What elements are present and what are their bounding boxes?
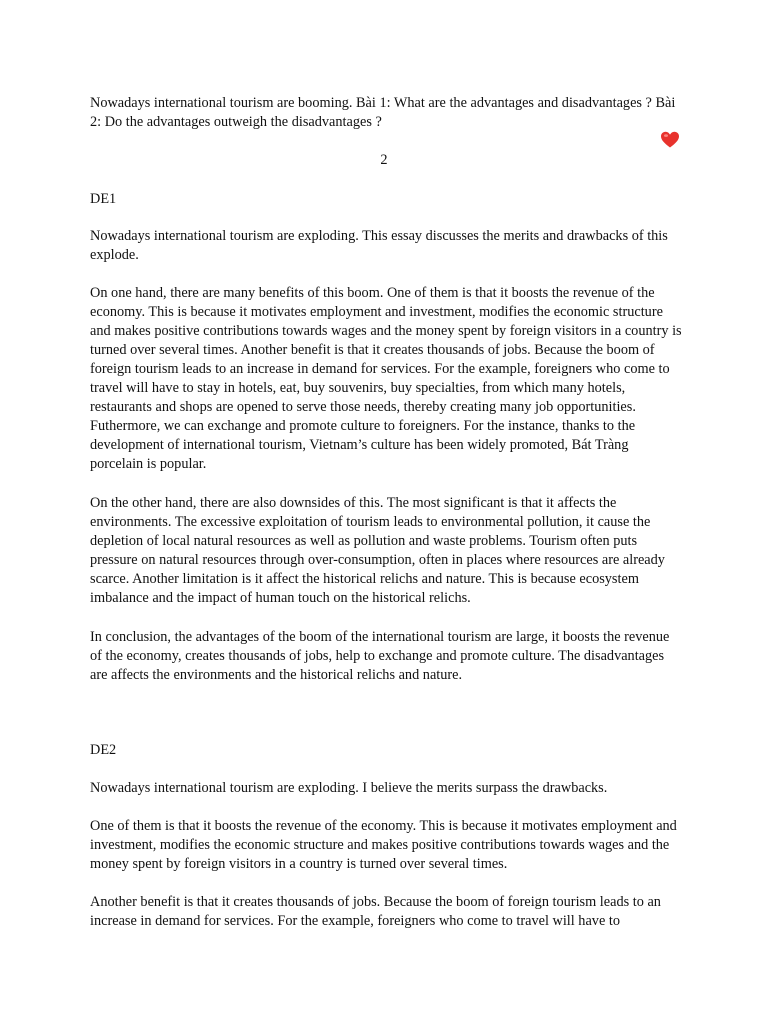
de2-paragraph-2: One of them is that it boosts the revenue of the economy. This is because it motivates employment and investment, modifies the economic structure and makes positive contributions towards wages and the money spent by foreign visitors in a country is turned over several times. [90,818,677,872]
de1-paragraph-4: In conclusion, the advantages of the boom of the international tourism are large, it boosts the revenue of the economy, creates thousands of jobs, help to exchange and promote culture. The disadvantages are affects the environments and the historical relichs and nature. [90,629,670,683]
page-number: 2 [380,152,388,168]
de1-paragraph-2: On one hand, there are many benefits of this boom. One of them is that it boosts the revenue of the economy. This is because it motivates employment and investment, modifies the economic structure and makes positive contributions towards wages and the money spent by foreign visitors in a country is turned over several times. Another benefit is that it creates thousands of jobs. Because the boom of foreign tourism leads to an increase in demand for services. For the example, foreigners who come to travel will have to stay in hotels, eat, buy souvenirs, buy specialties, from which many hotels, restaurants and shops are opened to serve those needs, thereby creating many job opportunities. Futhermore, we can exchange and promote culture to foreigners. For the instance, thanks to the development of international tourism, Vietnam’s culture has been widely promoted, Bát Tràng porcelain is popular. [90,285,682,472]
intro-text: Nowadays international tourism are booming. Bài 1: What are the advantages and disadvantages ? Bài 2: Do the advantages outweigh the disadvantages ? [90,95,676,130]
de1-paragraph-1: Nowadays international tourism are exploding. This essay discusses the merits and drawbacks of this explode. [90,228,668,263]
de1-paragraph-3: On the other hand, there are also downsides of this. The most significant is that it affects the environments. The excessive exploitation of tourism leads to environmental pollution, it cause the depletion of local natural resources as well as pollution and waste problems. Tourism often puts pressure on natural resources through over-consumption, often in places where resources are already scarce. Another limitation is it affect the historical relichs and nature. This is because ecosystem imbalance and the impact of human touch on the historical relichs. [90,495,665,606]
de2-paragraph-3: Another benefit is that it creates thousands of jobs. Because the boom of foreign tourism leads to an increase in demand for services. For the example, foreigners who come to travel will have to [90,894,661,929]
de2-heading: DE2 [90,742,117,758]
heart-icon [660,130,680,150]
de2-paragraph-1: Nowadays international tourism are exploding. I believe the merits surpass the drawbacks. [90,780,608,796]
de1-heading: DE1 [90,191,117,207]
